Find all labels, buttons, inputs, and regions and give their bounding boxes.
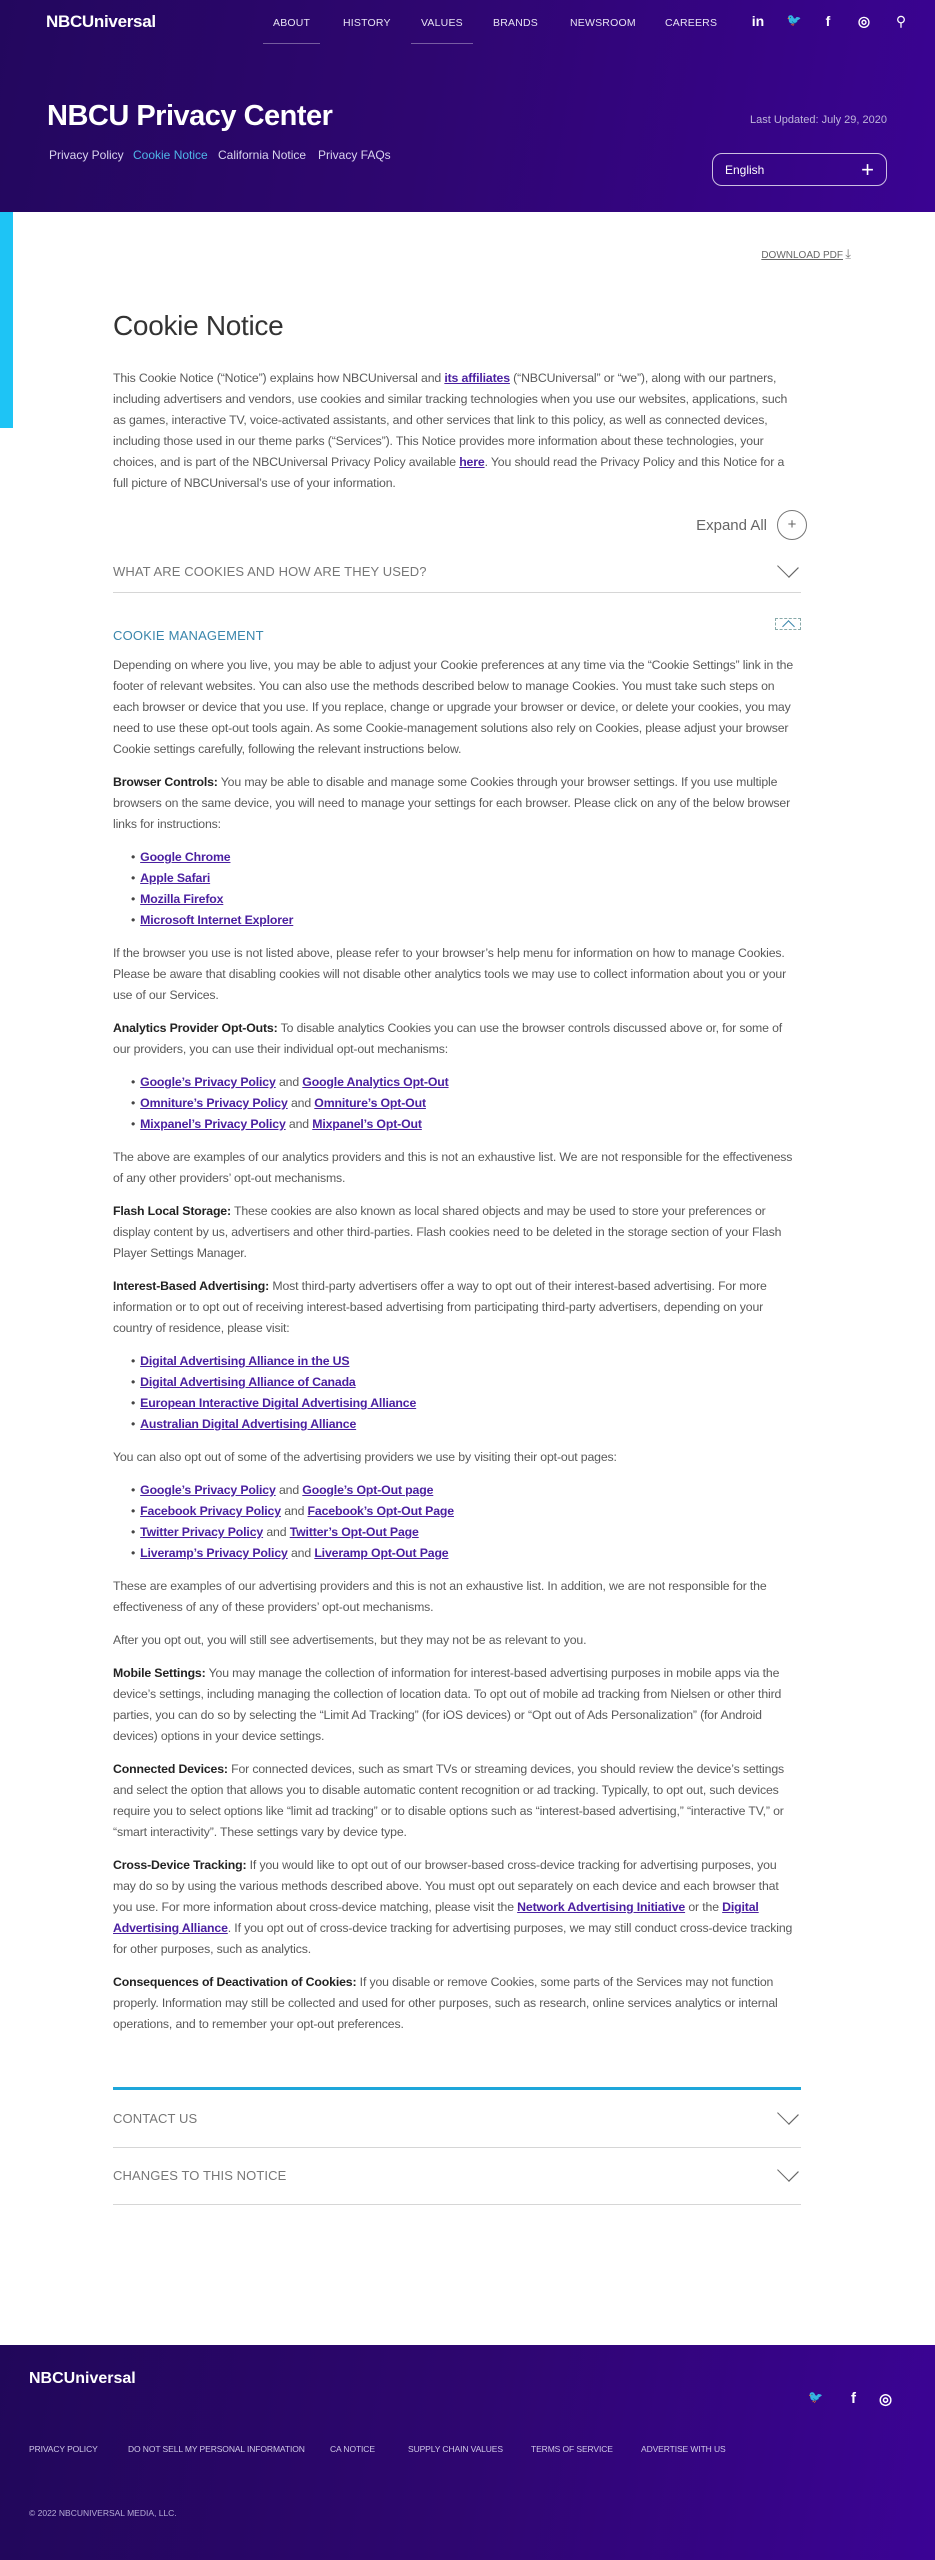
text-link[interactable]: Liveramp’s Privacy Policy: [140, 1546, 288, 1560]
collapse-button[interactable]: [775, 618, 801, 630]
text-segment: Depending on where you live, you may be able to adjust your Cookie preferences at any time via the “Cookie Settings” link in the footer of relevant websites. You can also use the methods described below to manage Cookies. You must take such steps on each browser or device that you use. If you replace, change or upgrade your browser or device, or delete your cookies, you may need to use these opt-out tools again. As some Cookie-management solutions also rely on Cookies, please adjust your browser Cookie settings carefully, following the relevant instructions below.: [113, 658, 794, 756]
text-link[interactable]: Facebook Privacy Policy: [140, 1504, 281, 1518]
twitter-icon[interactable]: 🐦: [808, 2390, 823, 2404]
footer-logo[interactable]: NBCUniversal: [29, 2370, 136, 2387]
section-divider: [113, 2087, 801, 2090]
text-segment: . If you opt out of cross-device tracking for advertising purposes, we may still conduct cross-device tracking for other purposes, such as analytics.: [113, 1921, 793, 1956]
list-item: [131, 889, 801, 910]
bold-lead: Analytics Provider Opt-Outs:: [113, 1021, 278, 1035]
twitter-icon[interactable]: 🐦: [786, 13, 802, 27]
subnav-california-notice[interactable]: California Notice: [218, 148, 307, 162]
bold-lead: Connected Devices:: [113, 1762, 228, 1776]
link-list: [131, 1072, 801, 1135]
text-segment: If the browser you use is not listed above, please refer to your browser’s help menu for information on how to manage Cookies. Please be aware that disabling cookies will not disable other analytics tools we may use to collect information about you or your use of our Services.: [113, 946, 787, 1002]
list-item: [131, 1543, 801, 1564]
text-segment: and: [275, 1075, 303, 1089]
list-item: [131, 1522, 801, 1543]
text-link[interactable]: Google Chrome: [140, 850, 231, 864]
text-link[interactable]: Microsoft Internet Explorer: [140, 913, 294, 927]
search-icon[interactable]: ⚲: [895, 13, 907, 29]
cookie-management-content: [113, 655, 801, 2047]
nav-brands[interactable]: BRANDS: [493, 17, 538, 29]
plus-icon: +: [861, 157, 874, 182]
text-link[interactable]: Google’s Privacy Policy: [140, 1075, 276, 1089]
instagram-icon[interactable]: ◎: [879, 2391, 893, 2408]
text-link[interactable]: Google’s Opt-Out page: [302, 1483, 434, 1497]
nbcuniversal-logo[interactable]: NBCUniversal: [46, 12, 156, 31]
bold-lead: Browser Controls:: [113, 775, 218, 789]
linkedin-icon[interactable]: in: [751, 13, 765, 29]
text-segment: or the: [685, 1900, 723, 1914]
language-select[interactable]: [712, 153, 887, 186]
text-segment: (“NBCUniversal” or “we”), along with our partners, including advertisers and vendors, use cookies and similar tracking technologies when you use our websites, applications, such as games, interactive TV, voice-activated assistants, and other services that link to this policy, as well as connected devices, including those used in our theme parks (“Services”). This Notice provides more information about these technologies, your choices, and is part of the NBCUniversal Privacy Policy available: [113, 371, 788, 469]
paragraph: [113, 655, 801, 760]
paragraph: [113, 1972, 801, 2035]
subnav-privacy-faqs[interactable]: Privacy FAQs: [318, 148, 391, 162]
text-segment: The above are examples of our analytics providers and this is not an exhaustive list. We are not responsible for the effectiveness of any other providers’ opt-out mechanisms.: [113, 1150, 793, 1185]
text-segment: If you disable or remove Cookies, some parts of the Services may not function properly. Information may still be collected and used for other purposes, such as research, online services analytics or internal operations, and to remember your opt-out preferences.: [113, 1975, 778, 2031]
text-link[interactable]: Liveramp Opt-Out Page: [314, 1546, 449, 1560]
text-link[interactable]: Australian Digital Advertising Alliance: [140, 1417, 357, 1431]
facebook-icon[interactable]: f: [825, 13, 831, 29]
intro-paragraph: [113, 368, 801, 494]
list-item: [131, 1114, 801, 1135]
nav-history[interactable]: HISTORY: [343, 17, 391, 29]
download-pdf-link[interactable]: DOWNLOAD PDF: [761, 250, 843, 261]
link-list: [131, 1480, 801, 1564]
text-segment: These cookies are also known as local shared objects and may be used to store your preferences or display content by us, advertisers and other third-parties. Flash cookies need to be deleted in the storage section of your Flash Player Settings Manager.: [113, 1204, 782, 1260]
copyright: © 2022 NBCUNIVERSAL MEDIA, LLC.: [29, 2508, 177, 2518]
text-link[interactable]: European Interactive Digital Advertising Alliance: [140, 1396, 417, 1410]
list-item: [131, 1072, 801, 1093]
page-title: Cookie Notice: [113, 310, 284, 341]
list-item: [131, 847, 801, 868]
bold-lead: Mobile Settings:: [113, 1666, 206, 1680]
text-link[interactable]: Google’s Privacy Policy: [140, 1483, 276, 1497]
text-segment: You can also opt out of some of the advertising providers we use by visiting their opt-out pages:: [113, 1450, 617, 1464]
text-segment: . You should read the Privacy Policy and this Notice for a full picture of NBCUniversal’s use of your information.: [113, 455, 785, 490]
bold-lead: Flash Local Storage:: [113, 1204, 231, 1218]
text-segment: and: [285, 1117, 313, 1131]
bold-lead: Cross-Device Tracking:: [113, 1858, 247, 1872]
accordion-changes-to-notice[interactable]: [113, 2168, 801, 2205]
list-item: [131, 868, 801, 889]
text-link[interactable]: Omniture’s Opt-Out: [314, 1096, 426, 1110]
list-item: [131, 1480, 801, 1501]
text-link[interactable]: Mixpanel’s Opt-Out: [312, 1117, 422, 1131]
paragraph: [113, 1663, 801, 1747]
paragraph: [113, 1147, 801, 1189]
nav-careers[interactable]: CAREERS: [665, 17, 718, 29]
list-item: [131, 1351, 801, 1372]
paragraph: [113, 943, 801, 1006]
footer-link-do-not-sell[interactable]: DO NOT SELL MY PERSONAL INFORMATION: [128, 2444, 305, 2454]
paragraph: [113, 772, 801, 835]
site-footer: [0, 2345, 935, 2560]
accordion-contact-us[interactable]: [113, 2111, 801, 2148]
accordion-cookie-management-title[interactable]: COOKIE MANAGEMENT: [113, 628, 264, 643]
text-link[interactable]: Digital Advertising Alliance: [113, 1900, 759, 1935]
footer-link-ca-notice[interactable]: CA NOTICE: [330, 2444, 375, 2454]
text-link[interactable]: here: [459, 455, 485, 469]
link-list: [131, 1351, 801, 1435]
nav-newsroom[interactable]: NEWSROOM: [570, 17, 636, 29]
expand-all-label: Expand All: [696, 516, 767, 534]
footer-link-advertise[interactable]: ADVERTISE WITH US: [641, 2444, 726, 2454]
text-segment: You may manage the collection of information for interest-based advertising purposes in mobile apps via the device’s settings, including managing the collection of location data. To opt out of mobile ad tracking from Nielsen or other third parties, you can do so by selecting the “Limit Ad Tracking” (for iOS devices) or “Opt out of Ads Personalization” (for Android devices) options in your device settings.: [113, 1666, 782, 1743]
paragraph: [113, 1576, 801, 1618]
accordion-title: CHANGES TO THIS NOTICE: [113, 2168, 287, 2183]
paragraph: [113, 1201, 801, 1264]
paragraph: [113, 1018, 801, 1060]
paragraph: [113, 1630, 801, 1651]
last-updated: Last Updated: July 29, 2020: [750, 114, 887, 126]
text-link[interactable]: Apple Safari: [140, 871, 211, 885]
footer-link-privacy-policy[interactable]: PRIVACY POLICY: [29, 2444, 98, 2454]
footer-link-terms[interactable]: TERMS OF SERVICE: [531, 2444, 613, 2454]
accordion-what-are-cookies[interactable]: [113, 564, 801, 593]
text-segment: For connected devices, such as smart TVs or streaming devices, you should review the device’s settings and select the option that allows you to disable automatic content recognition or ad tracking. Typically, to opt out, such devices require you to select options like “limit ad tracking” or to disable options such as “interest-based advertising,” “interactive TV,” or “smart interactivity”. These settings vary by device type.: [113, 1762, 785, 1839]
list-item: [131, 1093, 801, 1114]
paragraph: [113, 1759, 801, 1843]
text-segment: and: [287, 1096, 315, 1110]
nav-values[interactable]: VALUES: [421, 17, 463, 29]
list-item: [131, 1414, 801, 1435]
text-segment: and: [280, 1504, 308, 1518]
text-segment: You may be able to disable and manage some Cookies through your browser settings. If you use multiple browsers on the same device, you will need to manage your settings for each browser. Please click on any of the below browser links for instructions:: [113, 775, 791, 831]
text-link[interactable]: Omniture’s Privacy Policy: [140, 1096, 288, 1110]
text-link[interactable]: Facebook’s Opt-Out Page: [307, 1504, 454, 1518]
list-item: [131, 1372, 801, 1393]
chevron-down-icon: [777, 2160, 799, 2182]
list-item: [131, 1393, 801, 1414]
text-link[interactable]: its affiliates: [444, 371, 510, 385]
link-list: [131, 847, 801, 931]
text-link[interactable]: Mozilla Firefox: [140, 892, 224, 906]
chevron-down-icon: [777, 556, 799, 578]
bold-lead: Consequences of Deactivation of Cookies:: [113, 1975, 357, 1989]
chevron-up-icon: [782, 620, 795, 633]
text-link[interactable]: Twitter’s Opt-Out Page: [289, 1525, 419, 1539]
chevron-down-icon: [777, 2103, 799, 2125]
subnav-cookie-notice[interactable]: Cookie Notice: [133, 148, 208, 162]
bold-lead: Interest-Based Advertising:: [113, 1279, 270, 1293]
footer-link-supply-chain[interactable]: SUPPLY CHAIN VALUES: [408, 2444, 503, 2454]
list-item: [131, 1501, 801, 1522]
text-segment: and: [275, 1483, 303, 1497]
download-icon[interactable]: ⤓: [845, 246, 851, 261]
expand-all-button[interactable]: [696, 510, 807, 540]
nav-about[interactable]: ABOUT: [273, 17, 311, 29]
text-segment: If you would like to opt out of our browser-based cross-device tracking for advertising purposes, you may do so by using the various methods described above. You must opt out separately on each device and each browser that you use. For more information about cross-device matching, please visit the: [113, 1858, 779, 1914]
instagram-icon[interactable]: ◎: [857, 13, 871, 29]
accent-stripe: [0, 212, 13, 428]
facebook-icon[interactable]: f: [851, 2390, 856, 2407]
accordion-title: CONTACT US: [113, 2111, 198, 2126]
text-segment: Most third-party advertisers offer a way to opt out of their interest-based advertising. For more information or to opt out of receiving interest-based advertising from participating third-party advertisers, depending on your country of residence, please visit:: [113, 1279, 767, 1335]
paragraph: [113, 1855, 801, 1960]
text-segment: This Cookie Notice (“Notice”) explains how NBCUniversal and: [113, 371, 445, 385]
text-segment: These are examples of our advertising providers and this is not an exhaustive list. In addition, we are not responsible for the effectiveness of any of these providers’ opt-out mechanisms.: [113, 1579, 767, 1614]
subnav-privacy-policy[interactable]: Privacy Policy: [49, 148, 124, 162]
text-segment: and: [263, 1525, 290, 1539]
site-header: [0, 0, 935, 212]
text-link[interactable]: Digital Advertising Alliance of Canada: [140, 1375, 356, 1389]
text-link[interactable]: Google Analytics Opt-Out: [302, 1075, 449, 1089]
paragraph: [113, 1276, 801, 1339]
page-header-title: NBCU Privacy Center: [47, 100, 333, 132]
list-item: [131, 910, 801, 931]
text-link[interactable]: Mixpanel’s Privacy Policy: [140, 1117, 286, 1131]
text-segment: After you opt out, you will still see advertisements, but they may not be as relevant to you.: [113, 1633, 587, 1647]
text-segment: To disable analytics Cookies you can use the browser controls discussed above or, for some of our providers, you can use their individual opt-out mechanisms:: [113, 1021, 783, 1056]
paragraph: [113, 1447, 801, 1468]
text-segment: and: [287, 1546, 315, 1560]
accordion-title: WHAT ARE COOKIES AND HOW ARE THEY USED?: [113, 564, 427, 579]
plus-circle-icon: +: [777, 510, 807, 540]
text-link[interactable]: Network Advertising Initiative: [517, 1900, 686, 1914]
text-link[interactable]: Twitter Privacy Policy: [140, 1525, 264, 1539]
text-link[interactable]: Digital Advertising Alliance in the US: [140, 1354, 350, 1368]
language-value: English: [725, 163, 765, 177]
